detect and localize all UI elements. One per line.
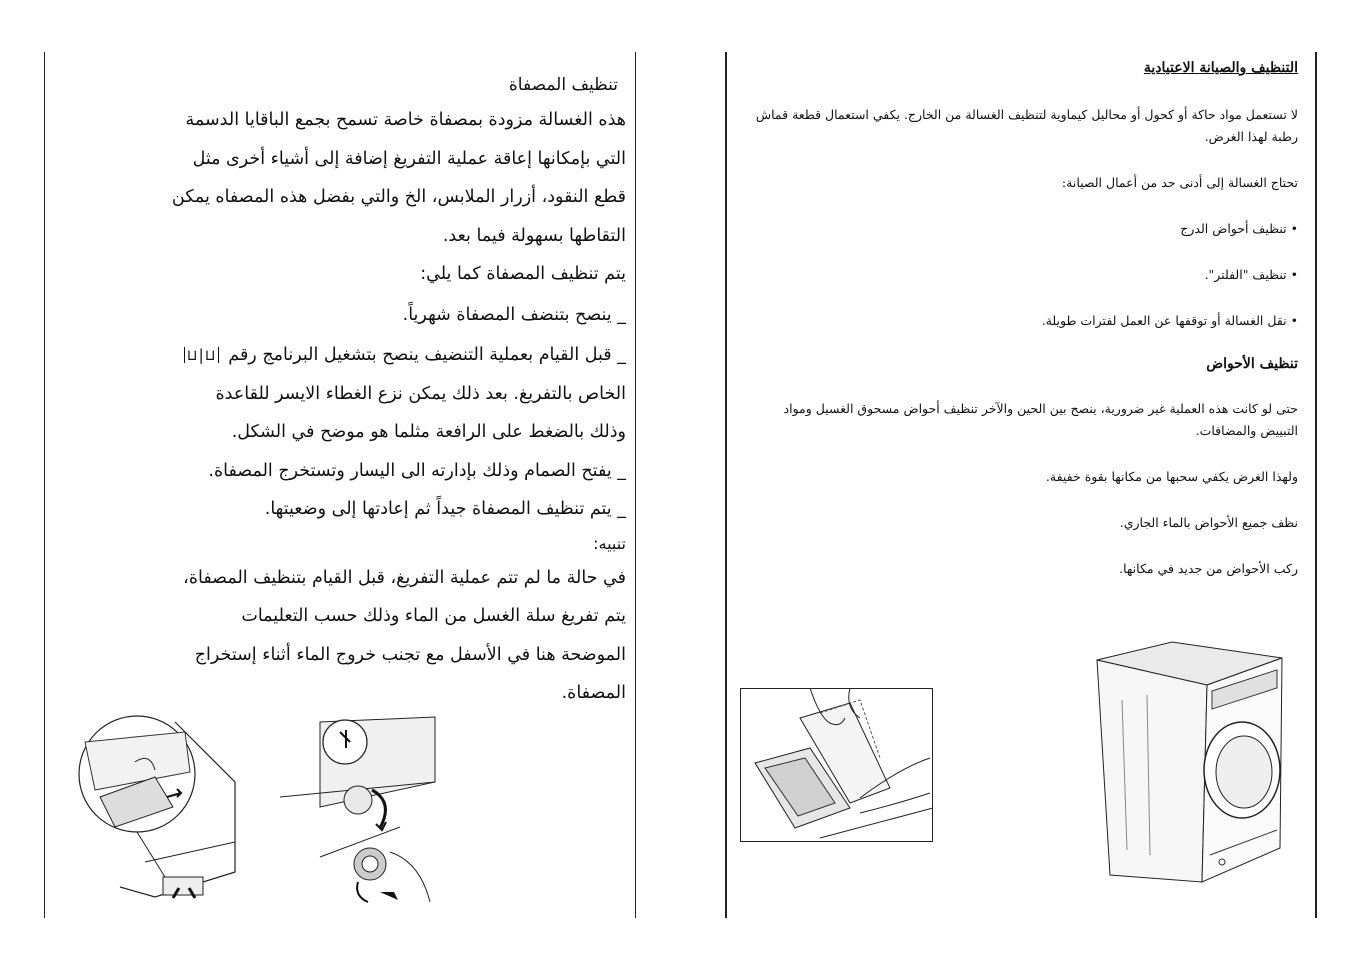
tray-cleaning-paragraph: حتى لو كانت هذه العملية غير ضرورية، ينصح بين الحين والآخر تنظيف أحواض مسحوق الغسيل ومواد التبييض والمضافات. [783, 401, 1298, 438]
drain-program-symbol: ⊔|⊔ [184, 347, 219, 363]
left-page [100, 75, 626, 713]
tray-removal-paragraph: ولهذا الغرض يكفي سحبها من مكانها بقوة خفيفة. [1045, 469, 1298, 484]
step-2-line [100, 336, 626, 375]
maintenance-intro: تحتاج الغسالة إلى أدنى حد من أعمال الصيانة: [1061, 175, 1298, 190]
note-line: يتم تفريغ سلة الغسل من الماء وذلك حسب التعليمات [241, 606, 626, 626]
step-1: _ ينصح بتنضف المصفاة شهرياً. [402, 304, 626, 325]
intro-line: قطع النقود، أزرار الملابس، الخ والتي بفضل هذه المصفاه يمكن [171, 187, 626, 207]
tray-cleaning-subtitle: تنظيف الأحواض [1206, 356, 1298, 372]
step-2-line: الخاص بالتفريغ. بعد ذلك يمكن نزع الغطاء الايسر للقاعدة [215, 383, 626, 404]
right-margin-line [1315, 52, 1317, 918]
tray-wash-paragraph: نظف جميع الأحواض بالماء الجاري. [1119, 515, 1298, 530]
left-margin-line [44, 52, 45, 918]
intro-line: التقاطها بسهولة فيما بعد. [442, 225, 626, 246]
intro-line: هذه الغسالة مزودة بمصفاة خاصة تسمح بجمع الباقايا الدسمة [185, 110, 626, 130]
left-page-right-line [635, 52, 636, 918]
maintenance-bullet: • نقل الغسالة أو توقفها عن العمل لفترات طويلة. [745, 310, 1298, 332]
intro-line: التي بإمكانها إعاقة عملية التفريغ إضافة إلى أشياء أخرى مثل [192, 148, 626, 169]
detergent-drawer-illustration [740, 688, 933, 843]
maintenance-title: التنظيف والصيانة الاعتيادية [1143, 60, 1298, 76]
base-cover-illustration [75, 712, 240, 902]
step-4: _ يتم تنظيف المصفاة جيداً ثم إعادتها إلى وضعيتها. [264, 499, 626, 519]
note-label: تنبيه: [593, 533, 626, 553]
steps-intro: يتم تنظيف المصفاة كما يلي: [420, 264, 626, 284]
note-line: المصفاة. [561, 683, 626, 703]
center-fold-line [725, 52, 727, 918]
right-page [745, 60, 1298, 604]
step-2-text: _ قبل القيام بعملية التنضيف ينصح بتشغيل البرنامج رقم [228, 345, 626, 365]
note-line: الموضحة هنا في الأسفل مع تجنب خروج الماء أثناء إستخراج [194, 644, 626, 665]
exterior-cleaning-paragraph: لا تستعمل مواد حاكة أو كحول أو محاليل كيماوية لتنظيف الغسالة من الخارج. يكفي استعمال قطعة قماش رطبة لهذا الغرض. [755, 107, 1298, 144]
note-line: في حالة ما لم تتم عملية التفريغ، قبل القيام بتنظيف المصفاة، [183, 567, 626, 588]
filter-removal-illustration [280, 712, 440, 912]
step-3: _ يفتح الصمام وذلك بإدارته الى اليسار وتستخرج المصفاة. [208, 460, 626, 481]
filter-cleaning-title: تنظيف المصفاة [508, 75, 618, 95]
maintenance-bullet: • تنظيف أحواض الدرج [745, 218, 1298, 240]
step-2-line: وذلك بالضغط على الرافعة مثلما هو موضح في الشكل. [231, 422, 626, 442]
maintenance-bullet: • تنظيف "الفلتر". [745, 264, 1298, 286]
intro-paragraph [100, 101, 626, 255]
washing-machine-illustration [1092, 640, 1287, 885]
tray-refit-paragraph: ركب الأحواض من جديد في مكانها. [1119, 561, 1298, 576]
